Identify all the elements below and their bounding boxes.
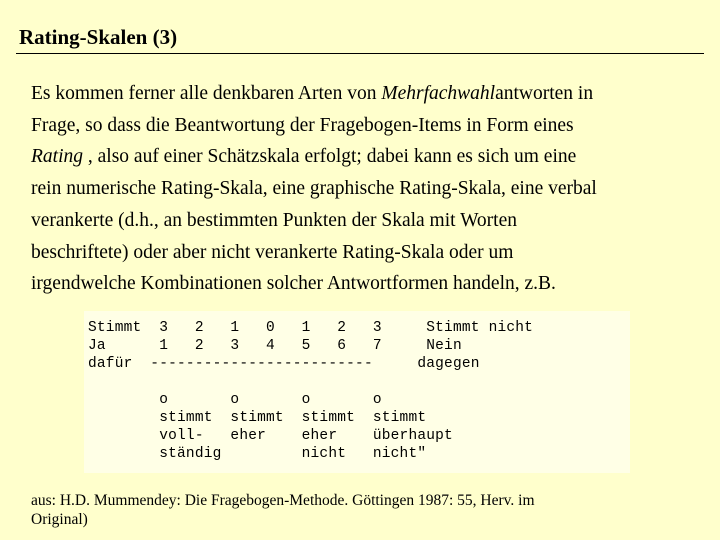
scale-line: Stimmt 3 2 1 0 1 2 3 Stimmt nicht (88, 320, 534, 336)
paragraph-line-4: rein numerische Rating-Skala, eine graphische Rating-Skala, eine verbal (31, 178, 597, 200)
paragraph-line-3-end: , also auf einer Schätzskala erfolgt; dabei kann es sich um eine (83, 146, 577, 168)
rating-scale-text (88, 319, 533, 463)
title-underline (16, 53, 704, 54)
source-line-1: aus: H.D. Mummendey: Die Fragebogen-Methode. Göttingen 1987: 55, Herv. im (31, 492, 535, 509)
source-line-2: Original) (31, 511, 88, 528)
scale-line: stimmt stimmt stimmt stimmt (88, 410, 427, 426)
paragraph-line-1-start: Es kommen ferner alle denkbaren Arten von (31, 83, 382, 104)
scale-line: o o o o (88, 392, 382, 408)
slide-title: Rating-Skalen (3) (19, 25, 178, 49)
paragraph-line-1 (31, 78, 691, 110)
emphasis-rating: Rating (31, 146, 83, 168)
paragraph-line-6: beschriftete) oder aber nicht verankerte Rating-Skala oder um (31, 241, 514, 263)
emphasis-mehrfachwahl: Mehrfachwahl (381, 83, 496, 104)
scale-line: voll- eher eher überhaupt (88, 428, 453, 444)
paragraph-line-7: irgendwelche Kombinationen solcher Antwortformen handeln, z.B. (31, 273, 556, 295)
scale-line: dafür ------------------------- dagegen (88, 356, 480, 372)
main-paragraph (31, 78, 691, 300)
paragraph-line-1-end: antworten in (495, 83, 594, 104)
paragraph-line-2: Frage, so dass die Beantwortung der Fragebogen-Items in Form eines (31, 114, 574, 136)
paragraph-line-5: verankerte (d.h., an bestimmten Punkten der Skala mit Worten (31, 209, 517, 231)
paragraph-line-3 (31, 141, 691, 173)
source-citation (31, 491, 671, 529)
scale-line: Ja 1 2 3 4 5 6 7 Nein (88, 338, 462, 354)
scale-line: ständig nicht nicht" (88, 446, 427, 462)
rating-scale-example (84, 311, 630, 473)
